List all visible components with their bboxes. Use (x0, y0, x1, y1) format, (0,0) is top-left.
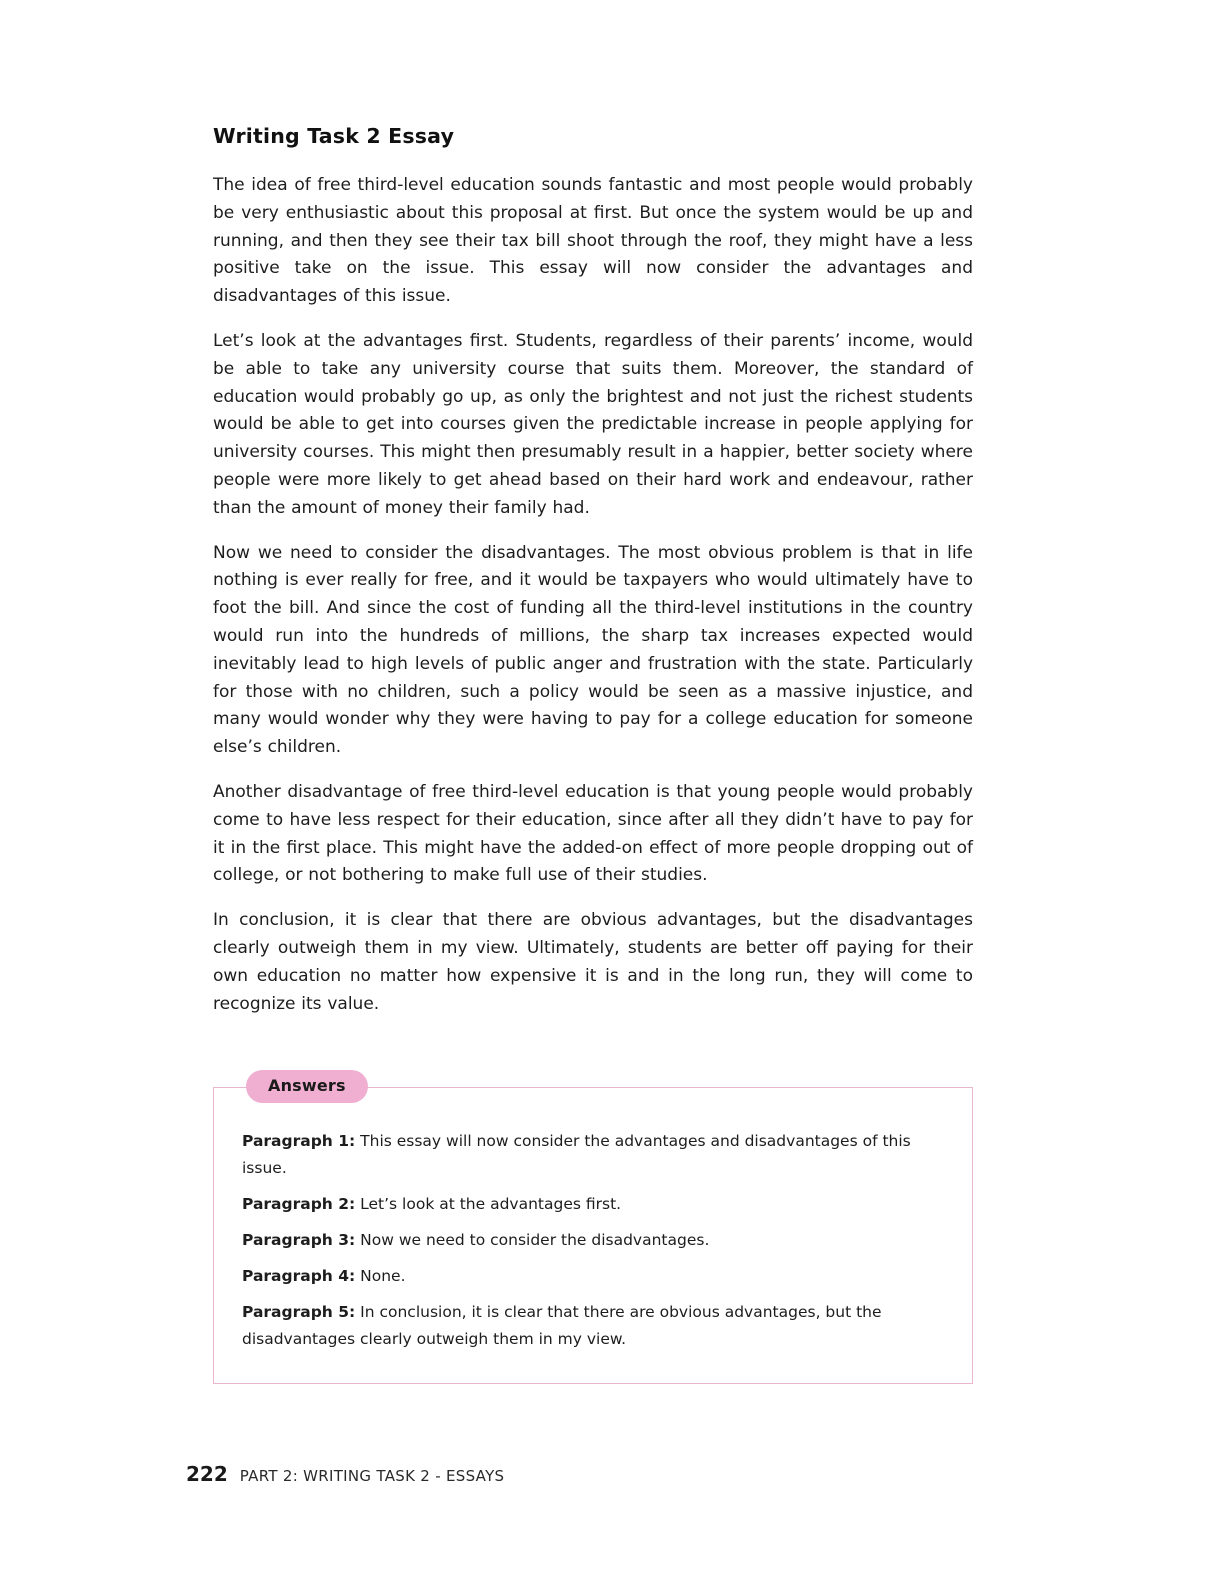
essay-paragraph-4: Another disadvantage of free third-level education is that young people would probably come to have less respect for their education, since after all they didn’t have to pay for it in the first place. This might have the added-on effect of more people dropping out of college, or not bothering to make full use of their studies. (213, 781, 973, 886)
footer-page-number: 222 (186, 1462, 228, 1486)
answer-item-text: None. (355, 1267, 406, 1285)
answer-item (242, 1227, 944, 1254)
answer-item (242, 1299, 944, 1353)
answer-item (242, 1191, 944, 1218)
answer-item (242, 1128, 944, 1182)
essay-paragraph-5: In conclusion, it is clear that there are obvious advantages, but the disadvantages clearly outweigh them in my view. Ultimately, students are better off paying for their own education no matter how expensive it is and in the long run, they will come to recognize its value. (213, 910, 973, 1014)
answer-item-label: Paragraph 3: (242, 1231, 356, 1249)
answer-item-label: Paragraph 1: (242, 1132, 356, 1150)
essay-body (213, 124, 973, 1018)
answers-box (213, 1076, 973, 1384)
answer-item-text: This essay will now consider the advantages and disadvantages of this issue. (242, 1132, 911, 1177)
answer-item (242, 1263, 944, 1290)
answer-item-label: Paragraph 5: (242, 1303, 356, 1321)
essay-paragraph-2: Let’s look at the advantages first. Students, regardless of their parents’ income, would be able to take any university course that suits them. Moreover, the standard of education would probably go up, as only the brightest and not just the richest students would be able to get into courses given the predictable increase in people applying for university courses. This might then presumably result in a happier, better society where people were more likely to get ahead based on their hard work and endeavour, rather than the amount of money their family had. (213, 330, 973, 518)
answer-item-text: In conclusion, it is clear that there are obvious advantages, but the disadvantages clearly outweigh them in my view. (242, 1303, 882, 1348)
footer-section-label: PART 2: WRITING TASK 2 - ESSAYS (239, 1467, 505, 1485)
answer-item-label: Paragraph 2: (242, 1195, 356, 1213)
essay-paragraph-1: The idea of free third-level education sounds fantastic and most people would probably be very enthusiastic about this proposal at first. But once the system would be up and running, and then they see their tax bill shoot through the roof, they might have a less positive take on the issue. This essay will now consider the advantages and disadvantages of this issue. (213, 175, 973, 307)
answers-section (213, 1076, 973, 1384)
essay-paragraph-3: Now we need to consider the disadvantages. The most obvious problem is that in life nothing is ever really for free, and it would be taxpayers who would ultimately have to foot the bill. And since the cost of funding all the third-level institutions in the country would run into the hundreds of millions, the sharp tax increases expected would inevitably lead to high levels of public anger and frustration with the state. Particularly for those with no children, such a policy would be seen as a massive injustice, and many would wonder why they were having to pay for a college education for someone else’s children. (213, 542, 973, 758)
answer-item-text: Let’s look at the advantages first. (355, 1195, 622, 1213)
answer-item-text: Now we need to consider the disadvantages. (355, 1231, 710, 1249)
answer-item-label: Paragraph 4: (242, 1267, 356, 1285)
page-footer (186, 1462, 504, 1486)
answers-badge: Answers (246, 1070, 368, 1103)
page-title: Writing Task 2 Essay (213, 124, 455, 148)
